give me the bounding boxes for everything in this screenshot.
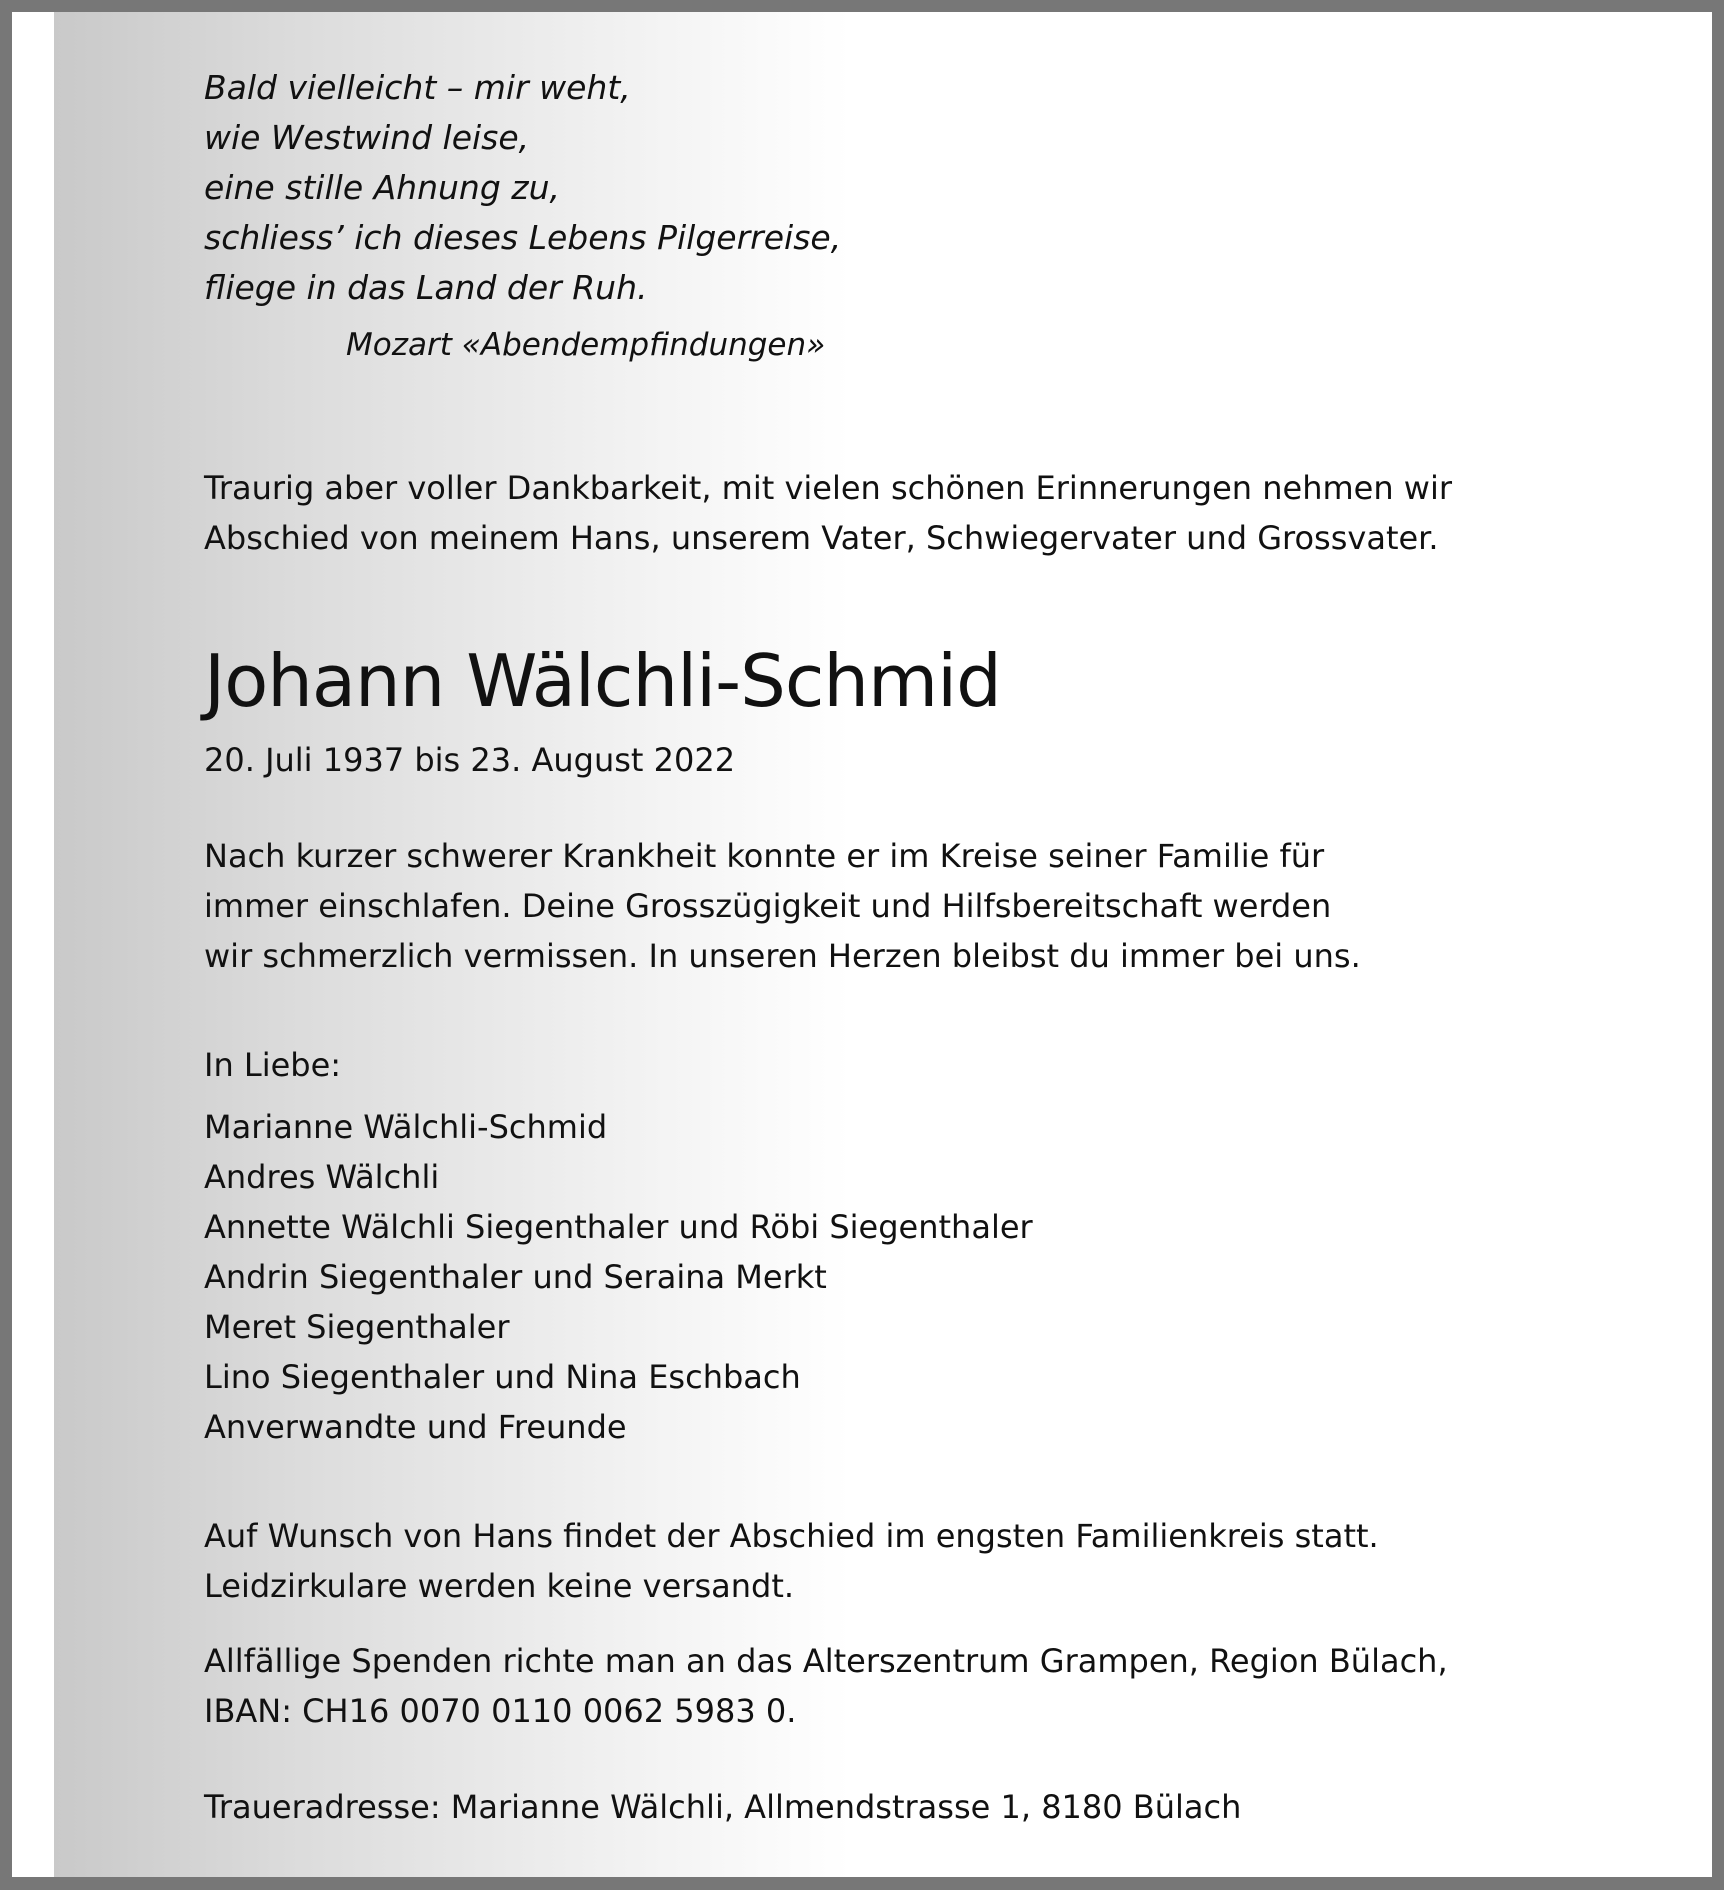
donations-line: IBAN: CH16 0070 0110 0062 5983 0. [204,1692,797,1730]
mourner: Anverwandte und Freunde [204,1408,627,1446]
life-dates: 20. Juli 1937 bis 23. August 2022 [204,741,736,779]
farewell-text [204,1511,1379,1611]
poem-line: eine stille Ahnung zu, [204,168,561,207]
poem [204,63,841,313]
message-text [204,831,1361,981]
mourning-address: Traueradresse: Marianne Wälchli, Allmendstrasse 1, 8180 Bülach [204,1788,1242,1826]
deceased-name: Johann Wälchli-Schmid [204,639,1001,723]
message-line: Nach kurzer schwerer Krankheit konnte er im Kreise seiner Familie für [204,837,1325,875]
mourner: Andres Wälchli [204,1158,440,1196]
mourner: Meret Siegenthaler [204,1308,510,1346]
poem-line: Bald vielleicht – mir weht, [204,68,631,107]
intro-text [204,463,1452,563]
mourner: Marianne Wälchli-Schmid [204,1108,608,1146]
donations-line: Allfällige Spenden richte man an das Alterszentrum Grampen, Region Bülach, [204,1642,1448,1680]
poem-line: wie Westwind leise, [204,118,530,157]
in-love-label: In Liebe: [204,1046,342,1084]
poem-citation: Mozart «Abendempfindungen» [346,327,826,363]
message-line: wir schmerzlich vermissen. In unseren Herzen bleibst du immer bei uns. [204,937,1361,975]
farewell-line: Leidzirkulare werden keine versandt. [204,1567,795,1605]
poem-line: fliege in das Land der Ruh. [204,268,648,307]
mourner: Andrin Siegenthaler und Seraina Merkt [204,1258,827,1296]
donations-text [204,1636,1448,1736]
message-line: immer einschlafen. Deine Grosszügigkeit und Hilfsbereitschaft werden [204,887,1332,925]
mourner: Lino Siegenthaler und Nina Eschbach [204,1358,801,1396]
farewell-line: Auf Wunsch von Hans findet der Abschied im engsten Familienkreis statt. [204,1517,1379,1555]
mourners-list [204,1102,1033,1452]
intro-line: Abschied von meinem Hans, unserem Vater, Schwiegervater und Grossvater. [204,519,1439,557]
intro-line: Traurig aber voller Dankbarkeit, mit vielen schönen Erinnerungen nehmen wir [204,469,1453,507]
poem-line: schliess’ ich dieses Lebens Pilgerreise, [204,218,842,257]
mourner: Annette Wälchli Siegenthaler und Röbi Siegenthaler [204,1208,1033,1246]
